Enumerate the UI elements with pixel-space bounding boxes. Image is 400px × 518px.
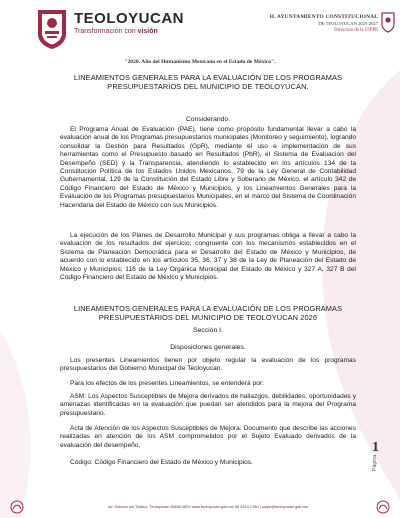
- section-subheading: Disposiciones generales.: [170, 344, 246, 351]
- title-a-line2: PRESUPUESTARIOS DEL MUNICIPIO DE TEOLOYUCAN.: [107, 82, 309, 91]
- footer-seal-left-icon: [10, 500, 24, 514]
- definition-codigo: Código: Código Financiero del Estado de México y Municipios.: [70, 459, 253, 466]
- document-title-b: [60, 304, 356, 322]
- title-a-line1: LINEAMIENTOS GENERALES PARA LA EVALUACIÓN DE LOS PROGRAMAS: [73, 73, 343, 82]
- paragraph-pae: El Programa Anual de Evaluación (PAE), tiene como propósito fundamental llevar a cabo la evaluación anual de los Programas presupuestarios municipales (Monitoreo y seguimiento), logrando consolidar la Gestión para Resultados (GpR), mediante el uso e implementación de sus herramientas como el Presupuesto basado en Resultados (PbR), el Sistema de Evaluación del Desempeño (SED) y la Transparencia, atendiendo lo establecido en los artículos 134 de la Constitución Política de los Estados Unidos Mexicanos, 79 de la Ley General de Contabilidad Gubernamental, 129 de la Constitución del Estado Libre y Soberano de México, el artículo 342 de Código Financiero del Estado de México y Municipios, y los Lineamientos Generales para la Evaluación de los Programas presupuestarios Municipales, en el marco del Sistema de Coordinación Hacendaria del Estado de México con sus Municipios.: [60, 126, 356, 209]
- page-number-value: 1: [372, 440, 379, 455]
- paragraph-objeto: Los presentes Lineamientos tienen por objeto regular la evaluación de los programas presupuestarios del Gobierno Municipal de Teoloyucan.: [60, 357, 356, 373]
- paragraph-planes: La ejecución de los Planes de Desarrollo Municipal y sus programas obliga a llevar a cabo la evaluación de los resultados del ejercicio; congruente con los mecanismos establecidos en el Sistema de Planeación Democrática para el Desarrollo del Estado de México y Municipios, de acuerdo con lo establecido en los artículos 35, 36, 37 y 38 de la Ley de Planeación del Estado de México y Municipios; 116 de la Ley Orgánica Municipal del Estado de México y 327 A, 327 B del Código Financiero del Estado de México y Municipios.: [60, 232, 356, 282]
- tagline-prefix: Transformación con: [74, 28, 138, 35]
- title-b-line2: PRESUPUESTARIOS DEL MUNICIPIO DE TEOLOYUCAN 2026: [98, 313, 318, 322]
- definition-acta: Acta de Atención de los Aspectos Susceptibles de Mejora: Documento que describe las acciones realizadas en atención de los ASM comprometidos por el Sujeto Evaluado derivados de la evaluación del desempeño.: [60, 425, 356, 449]
- definition-asm: ASM: Los Aspectos Susceptibles de Mejora derivados de hallazgos, debilidades, oportunidades y amenazas identificadas en la evaluación que puedan ser atendidos para la mejora del Programa presupuestario.: [60, 393, 356, 417]
- brand-tagline: [74, 28, 184, 35]
- tagline-emphasis: visión: [137, 28, 158, 35]
- letterhead: [0, 0, 400, 58]
- brand-block: [74, 10, 184, 35]
- institution-name: H. AYUNTAMIENTO CONSTITUCIONAL: [269, 14, 378, 20]
- footer-contact: Av. Dolores s/n Tlatilco, Teoloyucan 55630 MEX www.teoloyucan.gob.mx 59 3914 1760 | uippe@teoloyucan.gob.mx: [108, 504, 308, 509]
- institution-block: [270, 14, 378, 33]
- considerando-heading: Considerando.: [185, 116, 231, 123]
- institution-seal-icon: [380, 11, 396, 33]
- paragraph-efectos: Para los efectos de los presentes Lineamientos, se entenderá por:: [70, 380, 264, 387]
- footer-seal-right-icon: [376, 500, 390, 514]
- institution-period: DE TEOLOYUCAN 2025-2027: [318, 21, 378, 26]
- institution-office: Dirección de la UIPPE: [334, 28, 378, 33]
- page-number: [372, 440, 386, 476]
- footer: [0, 496, 400, 518]
- page-number-label: Página: [372, 454, 378, 472]
- title-b-line1: LINEAMIENTOS GENERALES PARA LA EVALUACIÓN DE LOS PROGRAMAS: [73, 304, 343, 313]
- municipal-seal-icon: [34, 6, 70, 50]
- year-motto: "2026. Año del Humanismo Mexicano en el Estado de México".: [124, 59, 276, 65]
- brand-name: TEOLOYUCAN: [74, 10, 184, 27]
- document-title-a: [60, 73, 356, 91]
- section-heading: Sección I.: [193, 327, 223, 334]
